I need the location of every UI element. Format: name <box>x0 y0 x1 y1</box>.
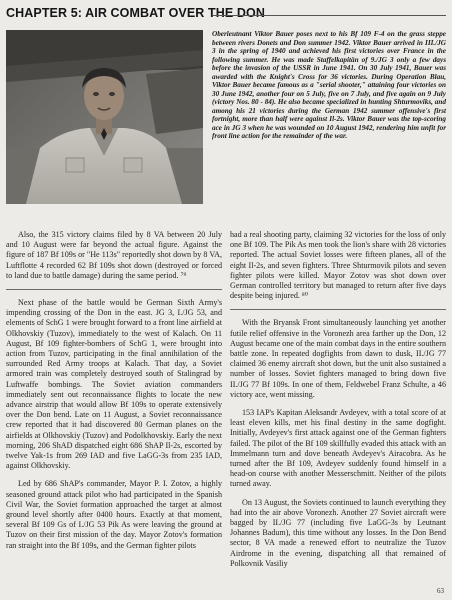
left-paragraph-2: Next phase of the battle would be German Sixth Army's impending crossing of the Don in the east. JG 3, I./JG 53, and elements of SchG 1 were brought forward to a front line airfield at Olkhovskiy (Tuzov), immediately to the west of Kalach. On 11 August, Bf 109 fighter-bombers of SchG 1, were brought into action from Tuzov, participating in the final annihilation of the surrounded Red Army troops at Kalach. That day, a Soviet armored train was completely destroyed south of Stalingrad by Luftwaffe bombings. The Soviet aviation commanders immediately sent out reconnaissance flights to locate the new advance airstrip that would allow Bf 109s to operate extensively over the Don bend. Late on 11 August, a Soviet reconnaissance crew reported that it had discovered 80 German planes on the airfields at Olkhovskiy (Tuzov) and Podolkhovskiy. Early the next morning, 206 ShAD dispatched eight 686 ShAP Il-2s, escorted by twelve Yak-1s from 269 IAD and five LaGG-3s from 235 IAD, against Olkhovskiy. <box>6 298 222 471</box>
right-paragraph-2: With the Bryansk Front simultaneously launching yet another futile relief offensive in the Voronezh area farther up the Don, 12 August became one of the main combat days in the entire southern battle zone. In repeated dogfights from dawn to dusk, II./JG 77 claimed 36 enemy aircraft shot down, but the unit also sustained a number of losses. Soviet fighters managed to bring down five II./JG 77 Bf 109s. In one of them, Feldwebel Franz Schulte, a 46 victory ace, went missing. <box>230 318 446 399</box>
left-paragraph-3: Led by 686 ShAP's commander, Mayor P. I. Zotov, a highly seasoned ground attack pilot who had participated in the Spanish Civil War, the Soviet formation approached the target at almost ground level shortly after 0400 hours. Exactly at that moment, several Bf 109 Gs of I./JG 53 Pik As were leaving the ground at Tuzov on their first mission of the day. Mayor Zotov's formation ran straight into the Bf 109s, and the German fighter pilots <box>6 479 222 550</box>
page-number: 63 <box>437 587 444 595</box>
photo-caption: Oberleutnant Viktor Bauer poses next to his Bf 109 F-4 on the grass steppe between rivers Donets and Don summer 1942. Viktor Bauer arrived in III./JG 3 in the spring of 1940 and achieved his first victories over France in the following summer. He was made Staffelkapitän of 9./JG 3 only a few days before the invasion of the USSR in June 1941. On 30 July 1941, Bauer was awarded with the Knight's Cross for 36 victories. During Operation Blau, Viktor Bauer became famous as a "serial shooter," attaining four victories on 30 June 1942, another four on 5 July, five on 7 July, and five again on 9 July (victory Nos. 80 - 84). He also became specialized in hunting Shturmoviks, and among his 21 victories during the German 1942 summer offensive's first fortnight, more than half were against Il-2s. Viktor Bauer was the top-scoring ace in JG 3 when he was wounded on 10 August 1942, rendering him unfit for front line action for the remainder of the war. <box>212 30 446 140</box>
right-paragraph-4: On 13 August, the Soviets continued to launch everything they had into the air above Voronezh. Another 27 Soviet aircraft were bagged by II./JG 77 (including five LaGG-3s by Leutnant Johannes Badum), this time without any losses. In the Don Bend sector, 8 VA made a renewed effort to neutralize the Tuzov Airdrome in the evening, dispatching all that remained of Polkovnik Vasiliy <box>230 497 446 568</box>
left-paragraph-1: Also, the 315 victory claims filed by 8 VA between 20 July and 10 August were far beyond the actual figure. Against the figure of 187 Bf 109s or "He 113s" reportedly shot down by 8 VA, Luftflotte 4 recorded 62 Bf 109s shot down (destroyed or forced to land due to battle damage) during the same period. ⁷⁹ <box>6 230 222 280</box>
header-rule <box>213 15 446 16</box>
right-paragraph-3: 153 IAP's Kapitan Aleksandr Avdeyev, with a total score of at least eleven kills, met his final destiny in the same dogfight. Initially, Avdeyev's first attack against one of the German fighters failed. The pilot of the Bf 109 skillfully evaded this attack with an Immelmann turn and dove beneath Avdeyev's Airacobra. As he turned after the Bf 109, Avdeyev suddenly found himself in a head-on course with another Messerschmitt. Neither of the pilots turned away. <box>230 408 446 489</box>
right-paragraph-1: had a real shooting party, claiming 32 victories for the loss of only one Bf 109. The Pik As men took the lion's share with 28 victories reported. The actual Soviet losses were fifteen planes, all of the eight Il-2s, and seven fighters. Three Shturmovik pilots and seven fighter pilots were killed. Mayor Zotov was shot down over German controlled territory but managed to return after five days despite being injured. ⁸⁰ <box>230 230 446 301</box>
portrait-photo <box>6 30 203 204</box>
section-divider-right <box>230 309 446 310</box>
left-column <box>6 230 222 559</box>
chapter-header <box>0 4 452 26</box>
right-column <box>230 230 446 577</box>
chapter-title: CHAPTER 5: AIR COMBAT OVER THE DON <box>6 6 265 20</box>
portrait-photo-icon <box>6 30 203 204</box>
section-divider <box>6 289 222 290</box>
